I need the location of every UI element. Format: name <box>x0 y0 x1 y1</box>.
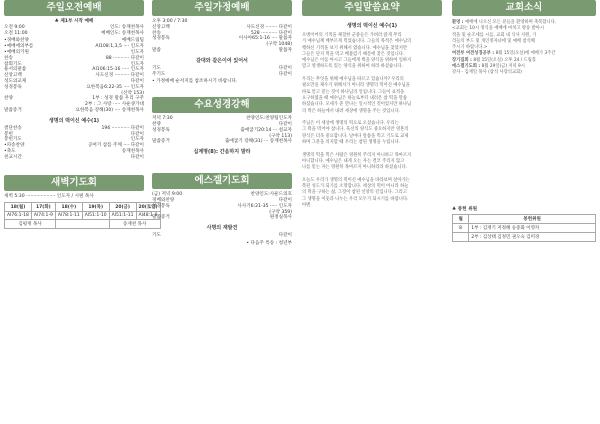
dawn-day: 18(월) <box>5 203 32 212</box>
serve-header: 월 <box>453 215 469 224</box>
serve-cell: 1부 : 김재기 저정혜 승중화 이영자 <box>469 224 596 233</box>
dawn-day: 20(금) <box>109 203 136 212</box>
order-item-value: AI106:15-16 ····· 인도자 <box>92 67 144 73</box>
service-time-label: 오전 11:00 <box>4 30 28 36</box>
wednesday-header: 수요성경강해 <box>152 97 292 113</box>
serve-cell: 8 <box>453 224 469 233</box>
order-item-value: 2부 : 그 사랑 ····· 사운샹가대 <box>84 102 144 108</box>
family-item-value: (구약 1048) <box>266 42 292 48</box>
sermon-line: 요구하였을 때 예수님은 하늘로부터 내려온 참 떡을 말씀 <box>302 95 408 101</box>
sermon-line: 하셨습니다. 모세가 준 만나는 일시적인 것이었지만 하나님 <box>302 102 412 108</box>
sermon-subtitle: 생명의 떡이신 예수(1) <box>48 117 100 124</box>
family-item-value: 이사야65:1-16 ···· 말씀자 <box>238 36 292 42</box>
wednesday-item-label: 찬양 <box>152 121 161 127</box>
dawn-cell: AI48:1-9 <box>136 212 160 220</box>
wednesday-item-label: 성경봉독 <box>152 127 170 133</box>
dawn-cell: AI51:1-11 <box>109 212 136 220</box>
family-item <box>152 48 292 54</box>
serve-table <box>452 214 596 242</box>
wednesday-item-value: (구약 113) <box>269 133 292 139</box>
sermon-line: 의 떡은 하늘에서 내려 세상에 생명을 주는 것입니다. <box>302 108 401 114</box>
service-time-value: 인도: 송재천목사 <box>109 24 144 30</box>
friday-item-label: 경배와찬양 <box>152 197 175 203</box>
order-item-value: 다같이 <box>130 78 144 84</box>
serve-cell: 2부 : 김상태 김정민 권오숙 김미경 <box>469 233 596 242</box>
friday-item-label: 성경봉독 <box>152 203 170 209</box>
sermon-line: 오늘도 우리가 생명의 떡이신 예수님을 바라보며 살아가는 <box>302 177 410 183</box>
order-item-label: 말씀증거 <box>4 107 22 113</box>
news-heading: 여전부 여전성경공부 : <box>452 51 496 57</box>
sermon-line: 하며 그분을 의지할 때 우리는 참된 생명을 누립니다. <box>302 140 401 146</box>
friday-item-value: 원정실목사 <box>269 215 292 221</box>
order-item-value: 송재천목사 <box>121 148 144 154</box>
sermon-line: 그 생명을 이웃과 나누는 우리 모두가 되시기를 바랍니다. <box>302 196 409 202</box>
friday-item-value: 다같이 <box>278 197 292 203</box>
order-item-label: 결단찬송 <box>4 125 22 131</box>
order-item-label: 찬송 <box>4 55 13 61</box>
order-item-label: 신앙고백 <box>4 73 22 79</box>
order-item <box>4 155 144 161</box>
order-item-value: 1부 : 성경 말씀 우리 구주 <box>92 96 144 102</box>
serve-cell <box>453 233 469 242</box>
family-item-label: 말씀 <box>152 47 161 53</box>
col-sermon-summary <box>302 0 442 424</box>
friday-item-label: 기도 <box>152 233 161 239</box>
col-family-worship <box>152 0 292 424</box>
order-item-value: 요한복음6:22-35 ···· 인도자 <box>86 84 144 90</box>
dawn-day: 19(목) <box>82 203 109 212</box>
friday-prayer-header: 에스겔기도회 <box>152 173 292 189</box>
sermon-line: 그들은 단지 떡을 먹고 배불렀기 때문에 찾은 것입니다. <box>302 51 405 57</box>
order-item-label: 성경봉독 <box>4 84 22 90</box>
order-item-value: 인도자 <box>130 61 144 67</box>
order-item-value: 예배드림팀 <box>121 38 144 44</box>
order-item-label: 용서의말씀 <box>4 67 27 73</box>
service-time <box>4 31 144 37</box>
order-item-value: 요한복음 강해(30) ···· 송재천목사 <box>75 107 144 113</box>
col-church-news <box>452 0 596 424</box>
order-item-value: 다같이 <box>130 131 144 137</box>
news-text: 8월 15일(오실)에 예배가 3주간 <box>495 51 556 57</box>
family-item-value: 다같이 <box>278 71 292 77</box>
serve-title: ♣ 봉헌 위원 <box>452 206 478 212</box>
dawn-time: 새벽 5:30 ···················· 인도자 / 시편 목사 <box>4 193 94 199</box>
order-item-label: 참회기도 <box>4 61 22 67</box>
family-worship-header: 주일가정예배 <box>152 0 292 16</box>
church-news-header: 교회소식 <box>452 0 596 16</box>
wednesday-item <box>152 139 292 145</box>
news-text: 예배에 나오신 모든 분들을 환영하며 축복합니다. <box>465 20 557 25</box>
dawn-table <box>4 202 161 229</box>
dawn-day: 20(토일) <box>136 203 160 212</box>
sermon-line: 말고 영생하도록 있는 양식을 위하여 하라 하셨습니다. <box>302 64 403 70</box>
wednesday-item-value: 다같이 <box>278 121 292 127</box>
friday-item-value: 다같이 <box>278 233 292 239</box>
order-item-value: 인도자 <box>130 137 144 143</box>
family-item-label: 기도 <box>152 65 161 71</box>
sermon-line: 생명의 떡을 먹은 사람은 영원히 주리지 아니하고 목마르지 <box>302 152 412 158</box>
news-text: 8월 29일(금) 저녁 9시 <box>481 64 525 70</box>
dawn-day: 17(화) <box>31 203 55 212</box>
service-time-label: 오전 9:00 <box>4 24 25 30</box>
order-item-label: 봉헌기도 <box>4 137 22 143</box>
sermon-line: 바로 알고 믿는 것이 하나님의 일입니다. 그들이 표적을 <box>302 89 405 95</box>
family-item-value: 사도신경 ········ 다같이 <box>246 24 292 30</box>
order-item-label: 찬양 <box>4 96 13 102</box>
order-item-value: 공여기 삽를 주께 ···· 다같이 <box>87 143 144 149</box>
sermon-line: 복된 성도가 되기를 소망합니다. 세상의 떡이 아니라 하늘 <box>302 184 409 190</box>
friday-item-value: 사사기6:21-35 ····· 인도자 <box>237 203 292 209</box>
sermon-line: 주님은 이 세상에 생명의 떡으로 오셨습니다. 우리는 <box>302 121 399 127</box>
order-item-value: 88 ··········· 다같이 <box>105 55 144 61</box>
friday-item-label: (금) 저녁 9:00 <box>152 192 183 198</box>
dawn-cell: AI51:1-10 <box>82 212 109 220</box>
dawn-cell: AI76:1-18 <box>5 212 32 220</box>
order-item-value: 196 ············ 다같이 <box>101 125 144 131</box>
wednesday-item-value: 출애굽기20:14 ··· 설교자 <box>240 127 292 133</box>
family-item-label: 신앙고백 <box>152 24 170 30</box>
friday-subtitle: 사명의 재발견 <box>206 225 238 232</box>
wednesday-item-value: 출애굽기 강해(31) ··· 송재천목사 <box>224 139 292 145</box>
family-time: 오후 3:00 / 7:30 <box>152 19 188 24</box>
friday-item <box>152 233 292 239</box>
news-text: 리들의 부드 및 개인정자녀에 및 예배 참석해 <box>452 38 535 44</box>
order-item-value: 인도자 <box>130 49 144 55</box>
news-text: 8월 15일(오실) 오후 24 / 드림홀 <box>473 57 536 63</box>
sermon-line: 우리는 무엇을 위해 예수님을 따르고 있습니까? 우리의 <box>302 77 404 83</box>
family-item-value: 말씀자 <box>278 47 292 53</box>
order-item-value: AI108:1,3,5 ···· 인도자 <box>95 44 144 50</box>
wednesday-item-label: 말씀증거 <box>152 139 170 145</box>
friday-item <box>152 215 292 221</box>
dawn-cell: AI78:1-11 <box>55 212 82 220</box>
news-heading: 환영 : <box>452 20 466 25</box>
friday-note: • 다음주 특송 : 청년부 <box>246 240 292 246</box>
sermon-line: 그 떡을 먹어야 삽니다. 육신의 양식도 중요하지만 영혼의 <box>302 127 409 133</box>
order-item-label: •예배의기원 <box>4 49 29 55</box>
family-note: • 가정예배 순서지를 참조하시기 바랍니다. <box>152 79 238 85</box>
family-subtitle: 갈대와 같은이여 있어서 <box>196 57 248 64</box>
sermon-line: 오병이어의 기적을 체험한 군중들은 가벼려 앉게 무리 <box>302 33 402 38</box>
friday-item-value: (구약 359) <box>269 209 292 215</box>
order-item-label: •파송찬양 <box>4 143 25 149</box>
friday-item-value: 찬양인도:사운드의호 <box>250 192 292 198</box>
order-item-label: •축도 <box>4 148 16 154</box>
first-service-notice: ♣ 제1부 시작 예배 <box>54 19 94 24</box>
col-sunday-morning <box>4 0 158 424</box>
dawn-prayer-header: 새벽기도회 <box>4 175 144 191</box>
sermon-line: 예수님은 이를 아시고 그들에게 썩을 양식을 위하여 일하지 <box>302 58 412 64</box>
sermon-line: 나를 믿는 자는 영원히 목마르지 아니하리라 하셨습니다. <box>302 165 408 171</box>
order-item-label: 친교시간 <box>4 154 22 160</box>
order-item <box>4 108 144 114</box>
news-text: 주시기 바랍니다.> <box>452 45 488 51</box>
sermon-line: 아멘. <box>302 203 312 209</box>
friday-item-label: 말씀증거 <box>152 215 170 221</box>
news-text: <교회는 10시 정식을 예배에 마치고 방송 받아시 <box>452 26 544 32</box>
sermon-line: 의 떡을 구하는 삶, 그것이 참된 신앙의 길입니다. 그리고 <box>302 190 407 196</box>
news-text: 강사 - 김재일 목사 (삽석 사랑의교회) <box>452 70 522 76</box>
wednesday-item-value: 찬양인도:찬양팀인도자 <box>246 116 292 122</box>
dawn-leader: 송재천 목사 <box>109 220 160 229</box>
dawn-leader <box>55 220 109 229</box>
order-item-label: •예배에의부름 <box>4 44 34 50</box>
dawn-day: 18(수) <box>55 203 82 212</box>
sermon-line: 행하신 기적을 보기 위해서 였습니다. 예수님을 찾았지만 <box>302 45 408 51</box>
sunday-morning-header: 주일오전예배 <box>4 0 144 16</box>
sermon-line: 가 예수님께 배부르게 먹었습니다. 그들의 목적은 예수님의 <box>302 39 412 45</box>
family-item-label: 성경봉독 <box>152 36 170 42</box>
dawn-cell: AI74:1-9 <box>31 212 55 220</box>
wednesday-item-label: 저녁 7:30 <box>152 116 173 122</box>
order-item-value: 다같이 <box>130 154 144 160</box>
service-time-value: 예배인도: 송재천목사 <box>101 30 144 36</box>
sermon-summary-header: 주일말씀요약 <box>302 0 442 16</box>
family-item-label: 주기도 <box>152 71 166 77</box>
news-heading: 장기집회 : <box>452 57 474 63</box>
news-text: 적을 및 순조세를 시를, 교회 내 식사 지원, 가 <box>452 32 537 38</box>
dawn-row <box>5 212 161 220</box>
order-item-label: 성도의교제 <box>4 78 27 84</box>
news-item <box>452 70 596 76</box>
news-heading: 에스겔기도회 : <box>452 64 482 70</box>
serve-header: 봉헌위원 <box>469 215 596 224</box>
serve-row <box>453 233 596 242</box>
family-item <box>152 72 292 78</box>
dawn-leader: 김평재 목사 <box>5 220 56 229</box>
sermon-line: 양식은 더욱 중요합니다. 날마다 말씀을 먹고 기도로 교제 <box>302 133 409 139</box>
order-item-value: (신약 153) <box>121 90 144 96</box>
sermon-line: 필요만을 채우기 위해서가 아니라 생명의 떡이신 예수님을 <box>302 83 410 89</box>
order-item-value: 사도신경 ·········· 다같이 <box>95 73 144 79</box>
serve-row <box>453 224 596 233</box>
sermon-summary-subtitle: 생명의 떡이신 예수(1) <box>346 23 398 29</box>
wednesday-subtitle: 십계명(8): 간음하지 말라 <box>193 149 251 156</box>
family-item-value: 다같이 <box>278 65 292 71</box>
order-item-label: 봉헌 <box>4 131 13 137</box>
sermon-line: 아니합니다. 예수님은 내게 오는 자는 결코 주리지 않고 <box>302 158 405 164</box>
family-item-value: 528 ··········· 다같이 <box>250 30 292 36</box>
order-item-label: •경배와찬양 <box>4 38 29 44</box>
family-item-label: 찬송 <box>152 30 161 36</box>
